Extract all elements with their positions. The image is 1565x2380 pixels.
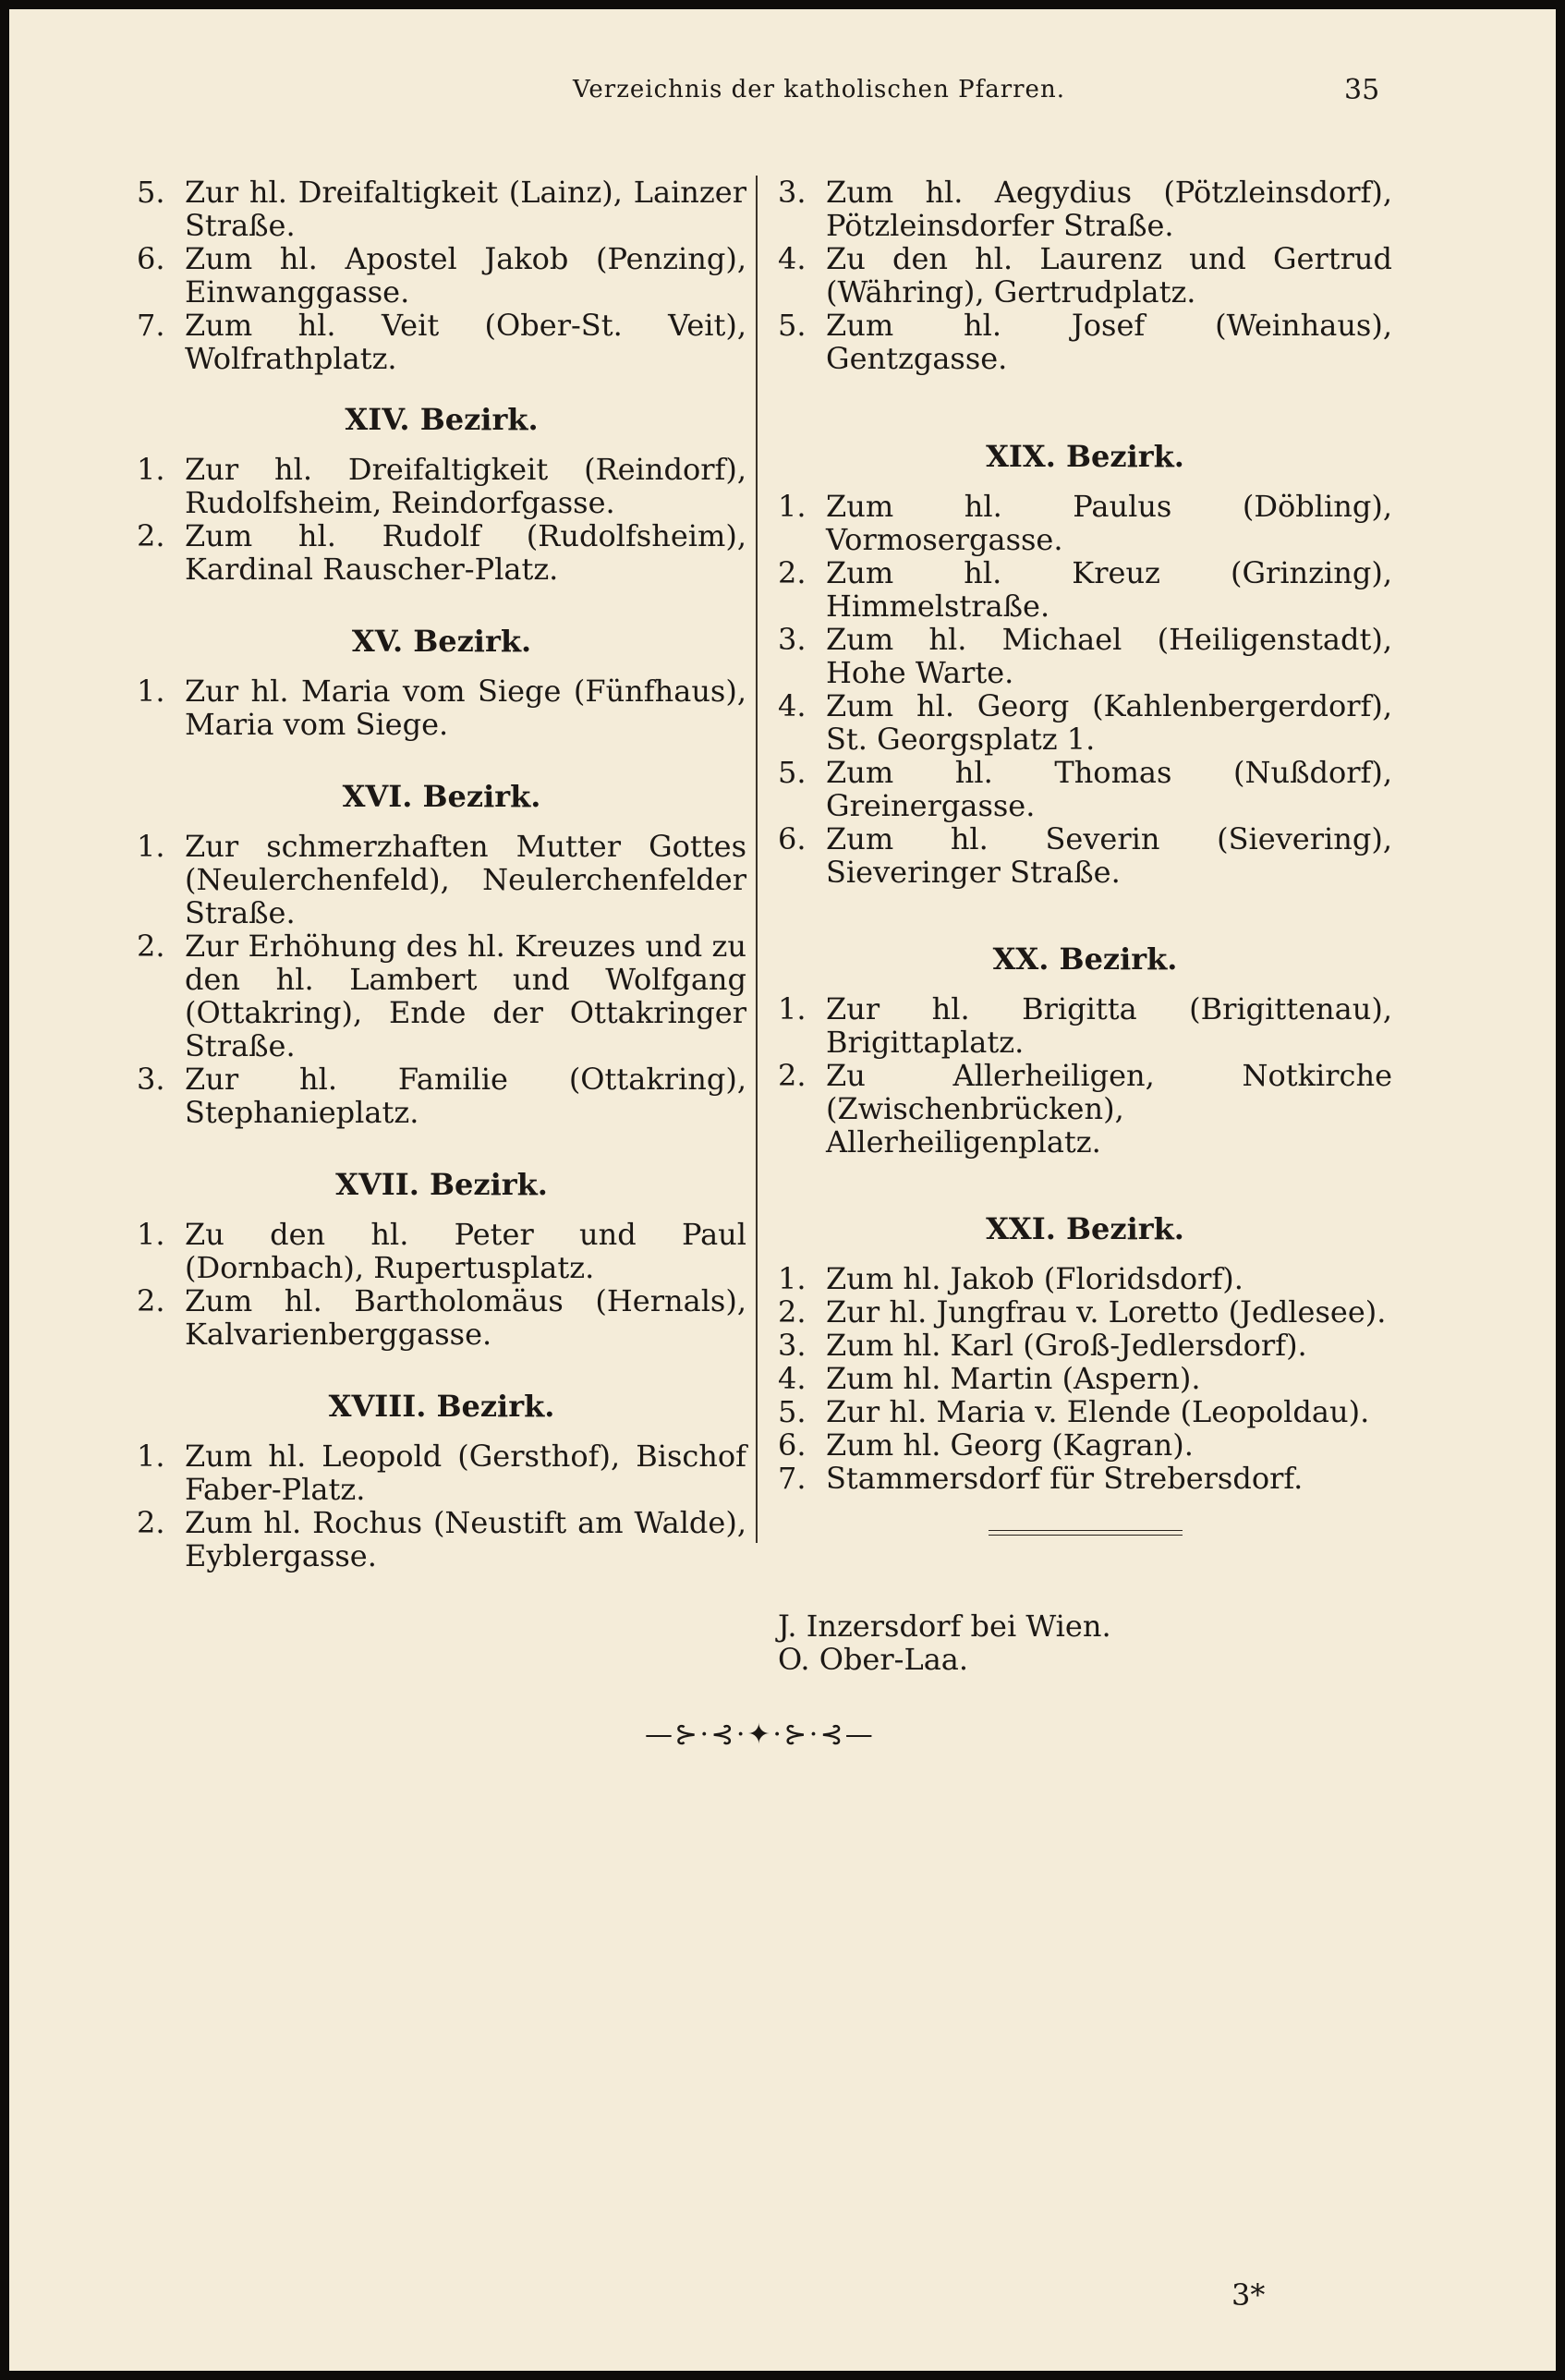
list-item bbox=[778, 756, 1392, 822]
item-number: 2. bbox=[778, 1294, 807, 1330]
item-number: 6. bbox=[778, 821, 807, 856]
item-text: Zum hl. Kreuz (Grinzing), Himmelstraße. bbox=[826, 555, 1392, 624]
item-text: Zur hl. Familie (Ottakring), Stephanieplatz. bbox=[185, 1062, 746, 1130]
item-number: 7. bbox=[778, 1461, 807, 1496]
item-text: Zur Erhöhung des hl. Kreuzes und zu den hl. Lambert und Wolfgang (Ottakring), Ende der Ottakringer Straße. bbox=[185, 929, 746, 1063]
item-text: Zur hl. Jungfrau v. Loretto (Jedlesee). bbox=[826, 1294, 1387, 1330]
item-number: 2. bbox=[137, 929, 165, 964]
list-item bbox=[137, 519, 746, 586]
list-item bbox=[137, 1506, 746, 1572]
item-number: 3. bbox=[778, 622, 807, 657]
section-heading-xx: XX. Bezirk. bbox=[992, 941, 1178, 977]
list-item bbox=[137, 1439, 746, 1506]
running-title: Verzeichnis der katholischen Pfarren. bbox=[573, 76, 1065, 103]
list-item bbox=[137, 242, 746, 309]
list-item bbox=[137, 309, 746, 375]
signature-mark: 3* bbox=[1231, 2277, 1266, 2313]
item-number: 6. bbox=[137, 241, 165, 276]
list-item bbox=[778, 1462, 1392, 1495]
item-text: Zum hl. Apostel Jakob (Penzing), Einwanggasse. bbox=[185, 241, 746, 310]
item-number: 5. bbox=[778, 308, 807, 343]
note-line: J. Inzersdorf bei Wien. bbox=[778, 1609, 1111, 1644]
item-number: 7. bbox=[137, 308, 165, 343]
list-item bbox=[778, 556, 1392, 623]
item-text: Zum hl. Jakob (Floridsdorf). bbox=[826, 1261, 1244, 1296]
list-item bbox=[778, 309, 1392, 375]
right-column bbox=[778, 176, 1392, 1676]
list-item bbox=[778, 176, 1392, 242]
list-item bbox=[778, 822, 1392, 889]
item-number: 3. bbox=[778, 175, 807, 210]
list-item bbox=[778, 490, 1392, 556]
item-text: Zum hl. Paulus (Döbling), Vormosergasse. bbox=[826, 489, 1392, 557]
left-column bbox=[137, 176, 746, 1572]
list-item bbox=[778, 1295, 1392, 1329]
item-number: 6. bbox=[778, 1427, 807, 1463]
item-text: Zur hl. Maria vom Siege (Fünfhaus), Maria vom Siege. bbox=[185, 674, 746, 742]
item-text: Zum hl. Karl (Groß-Jedlersdorf). bbox=[826, 1328, 1307, 1363]
item-text: Zum hl. Josef (Weinhaus), Gentzgasse. bbox=[826, 308, 1392, 376]
item-number: 1. bbox=[137, 674, 165, 709]
list-item bbox=[778, 1262, 1392, 1295]
list-item bbox=[137, 453, 746, 519]
item-number: 3. bbox=[778, 1328, 807, 1363]
item-number: 2. bbox=[137, 1505, 165, 1540]
item-text: Zum hl. Martin (Aspern). bbox=[826, 1361, 1201, 1396]
double-rule-divider bbox=[989, 1530, 1183, 1536]
item-number: 1. bbox=[778, 489, 807, 524]
item-text: Zum hl. Georg (Kagran). bbox=[826, 1427, 1194, 1463]
item-number: 1. bbox=[137, 452, 165, 487]
list-item bbox=[137, 1284, 746, 1351]
item-number: 2. bbox=[137, 1283, 165, 1318]
item-number: 5. bbox=[778, 1394, 807, 1429]
item-number: 5. bbox=[137, 175, 165, 210]
list-item bbox=[778, 1395, 1392, 1428]
note-line: O. Ober-Laa. bbox=[778, 1642, 969, 1677]
item-number: 2. bbox=[778, 1058, 807, 1093]
item-number: 4. bbox=[778, 1361, 807, 1396]
section-heading-xix: XIX. Bezirk. bbox=[986, 439, 1184, 474]
item-text: Zum hl. Rochus (Neustift am Walde), Eyblergasse. bbox=[185, 1505, 746, 1573]
item-text: Zum hl. Michael (Heiligenstadt), Hohe Warte. bbox=[826, 622, 1392, 690]
list-item bbox=[778, 1428, 1392, 1462]
item-text: Zum hl. Leopold (Gersthof), Bischof Faber-Platz. bbox=[185, 1439, 746, 1507]
item-number: 1. bbox=[778, 991, 807, 1026]
item-text: Zur hl. Dreifaltigkeit (Reindorf), Rudolfsheim, Reindorfgasse. bbox=[185, 452, 746, 520]
item-text: Zur hl. Dreifaltigkeit (Lainz), Lainzer Straße. bbox=[185, 175, 746, 243]
item-number: 4. bbox=[778, 688, 807, 723]
item-text: Zur hl. Brigitta (Brigittenau), Brigittaplatz. bbox=[826, 991, 1392, 1060]
list-item bbox=[778, 1059, 1392, 1159]
list-item bbox=[137, 1218, 746, 1284]
section-heading-xiv: XIV. Bezirk. bbox=[345, 402, 539, 437]
list-item bbox=[137, 1062, 746, 1129]
item-text: Zu den hl. Peter und Paul (Dornbach), Rupertusplatz. bbox=[185, 1217, 746, 1285]
item-text: Zur hl. Maria v. Elende (Leopoldau). bbox=[826, 1394, 1370, 1429]
item-text: Zum hl. Severin (Sievering), Sieveringer Straße. bbox=[826, 821, 1392, 890]
item-text: Zur schmerzhaften Mutter Gottes (Neulerchenfeld), Neulerchenfelder Straße. bbox=[185, 829, 746, 930]
item-number: 5. bbox=[778, 755, 807, 790]
item-text: Stammersdorf für Strebersdorf. bbox=[826, 1461, 1304, 1496]
page-number: 35 bbox=[1344, 74, 1380, 106]
list-item bbox=[137, 929, 746, 1062]
item-text: Zum hl. Bartholomäus (Hernals), Kalvarienberggasse. bbox=[185, 1283, 746, 1352]
list-item bbox=[137, 176, 746, 242]
item-number: 1. bbox=[137, 829, 165, 864]
list-item bbox=[137, 830, 746, 929]
list-item bbox=[778, 242, 1392, 309]
section-heading-xviii: XVIII. Bezirk. bbox=[328, 1389, 555, 1424]
item-text: Zum hl. Georg (Kahlenbergerdorf), St. Georgsplatz 1. bbox=[826, 688, 1392, 757]
section-heading-xvi: XVI. Bezirk. bbox=[342, 779, 541, 814]
column-divider bbox=[756, 176, 758, 1543]
item-text: Zum hl. Thomas (Nußdorf), Greinergasse. bbox=[826, 755, 1392, 823]
item-text: Zu den hl. Laurenz und Gertrud (Währing), Gertrudplatz. bbox=[826, 241, 1392, 310]
list-item bbox=[778, 992, 1392, 1059]
list-item bbox=[778, 623, 1392, 689]
section-heading-xxi: XXI. Bezirk. bbox=[986, 1211, 1184, 1246]
list-item bbox=[778, 1362, 1392, 1395]
item-number: 1. bbox=[137, 1439, 165, 1474]
item-number: 2. bbox=[778, 555, 807, 590]
section-heading-xvii: XVII. Bezirk. bbox=[335, 1167, 548, 1202]
item-text: Zu Allerheiligen, Notkirche (Zwischenbrücken), Allerheiligenplatz. bbox=[826, 1058, 1392, 1160]
item-number: 1. bbox=[137, 1217, 165, 1252]
item-number: 2. bbox=[137, 518, 165, 553]
list-item bbox=[778, 689, 1392, 756]
item-number: 1. bbox=[778, 1261, 807, 1296]
item-text: Zum hl. Aegydius (Pötzleinsdorf), Pötzleinsdorfer Straße. bbox=[826, 175, 1392, 243]
section-heading-xv: XV. Bezirk. bbox=[351, 624, 532, 659]
item-text: Zum hl. Veit (Ober-St. Veit), Wolfrathplatz. bbox=[185, 308, 746, 376]
item-number: 4. bbox=[778, 241, 807, 276]
item-text: Zum hl. Rudolf (Rudolfsheim), Kardinal Rauscher-Platz. bbox=[185, 518, 746, 587]
list-item bbox=[137, 674, 746, 741]
item-number: 3. bbox=[137, 1062, 165, 1097]
list-item bbox=[778, 1329, 1392, 1362]
ornament-divider: —⊱⋅⊰⋅✦⋅⊱⋅⊰— bbox=[645, 1718, 875, 1751]
